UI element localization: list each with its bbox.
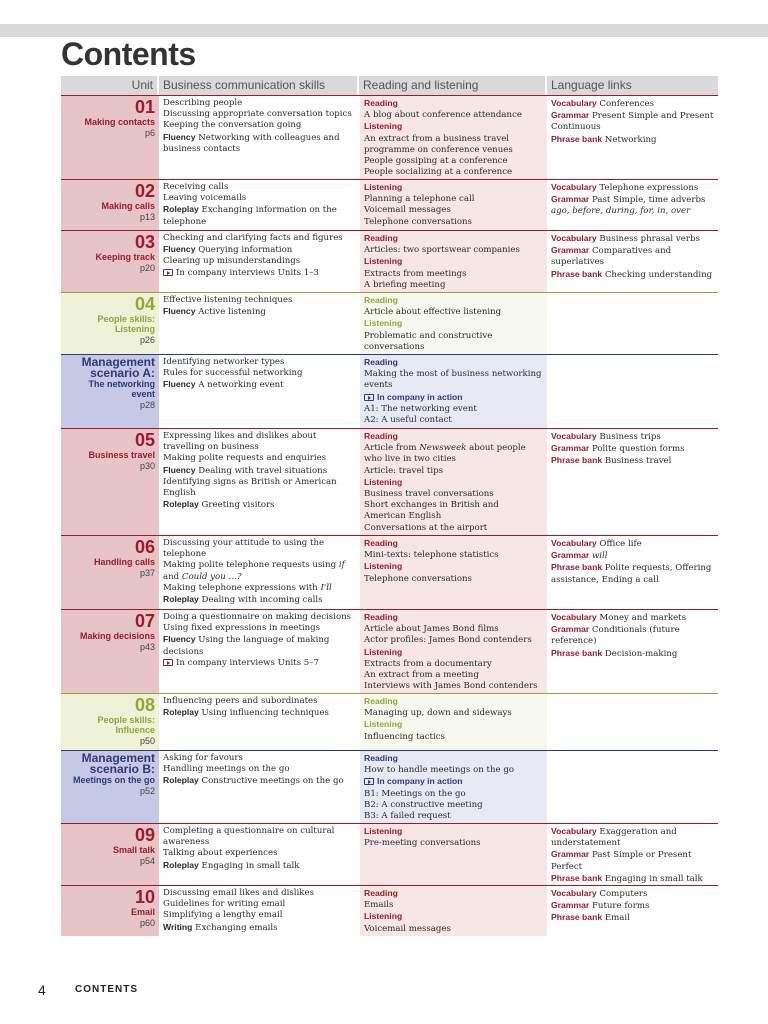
lang-cell xyxy=(547,231,718,292)
section-keyword: Listening xyxy=(364,318,403,329)
read-line: A briefing meeting xyxy=(364,279,446,290)
read-line xyxy=(364,233,543,245)
read-line xyxy=(364,295,543,307)
biz-line: Fluency Active listening xyxy=(163,306,266,318)
lang-line: Vocabulary Telephone expressions xyxy=(551,182,699,193)
biz-line: Keeping the conversation going xyxy=(163,120,302,131)
unit-page: p26 xyxy=(139,335,155,345)
unit-cell xyxy=(61,536,159,609)
unit-cell xyxy=(61,610,159,693)
unit-page: p20 xyxy=(139,263,155,273)
read-line xyxy=(364,318,543,330)
lang-line: Phrase bank Email xyxy=(551,912,630,924)
unit-number: 06 xyxy=(134,537,155,557)
biz-line: Describing people xyxy=(163,98,243,108)
keyword: Grammar xyxy=(551,245,590,256)
biz-cell xyxy=(159,536,359,609)
unit-name: People skills: Listening xyxy=(97,314,155,334)
unit-number: Management scenario A: xyxy=(81,355,155,380)
read-line xyxy=(364,647,543,659)
read-line: An extract from a business travel programme on conference venues xyxy=(364,133,513,155)
unit-number: 05 xyxy=(134,430,155,450)
lang-line: Vocabulary Conferences xyxy=(551,98,655,109)
read-line xyxy=(364,477,543,489)
read-line xyxy=(364,256,543,268)
lang-cell xyxy=(547,96,718,179)
lang-line: Grammar Comparatives and superlatives xyxy=(551,245,672,268)
section-keyword: Reading xyxy=(364,98,398,108)
biz-cell xyxy=(159,751,359,823)
page-title: Contents xyxy=(61,36,196,72)
unit-row xyxy=(61,823,718,885)
read-line: B2: A constructive meeting xyxy=(364,799,483,810)
section-keyword: Listening xyxy=(364,182,403,192)
lang-line: Grammar Polite question forms xyxy=(551,443,685,455)
read-cell xyxy=(359,355,547,428)
read-line xyxy=(364,612,543,624)
section-keyword: Listening xyxy=(364,561,403,572)
keyword: Grammar xyxy=(551,110,590,121)
lang-cell xyxy=(547,355,718,428)
unit-name: Business travel xyxy=(88,450,155,460)
read-line: Problematic and constructive conversations xyxy=(364,330,493,352)
unit-name: People skills: Influence xyxy=(97,715,155,735)
biz-cell xyxy=(159,429,359,535)
read-line: Managing up, down and sideways xyxy=(364,708,512,719)
biz-cell xyxy=(159,824,359,885)
read-cell xyxy=(359,610,547,693)
biz-line: Identifying signs as British or American English xyxy=(163,476,337,499)
keyword: Phrase bank xyxy=(551,872,603,883)
biz-line: Guidelines for writing email xyxy=(163,899,286,910)
header-reading-listening: Reading and listening xyxy=(359,76,547,95)
unit-row xyxy=(61,354,718,428)
unit-page: p50 xyxy=(139,736,155,746)
section-keyword: Reading xyxy=(364,295,398,305)
read-line: Article about effective listening xyxy=(364,307,502,318)
keyword: Fluency xyxy=(163,131,196,142)
read-line: A2: A useful contact xyxy=(364,415,452,426)
lang-line: Grammar Present Simple and Present Continuous xyxy=(551,110,714,133)
unit-cell xyxy=(61,96,159,179)
read-cell xyxy=(359,429,547,535)
lang-line: Grammar Conditionals (future reference) xyxy=(551,624,680,647)
video-icon xyxy=(364,778,374,785)
unit-row xyxy=(61,750,718,823)
keyword: Grammar xyxy=(551,900,590,911)
header-unit: Unit xyxy=(61,76,159,95)
read-line: B1: Meetings on the go xyxy=(364,788,466,799)
unit-number: 07 xyxy=(134,611,155,631)
biz-line: Writing Exchanging emails xyxy=(163,921,278,933)
read-line xyxy=(364,696,543,708)
lang-cell xyxy=(547,824,718,885)
read-line: Planning a telephone call xyxy=(364,194,475,205)
unit-cell xyxy=(61,429,159,535)
biz-line: Making telephone expressions with I'll xyxy=(163,582,332,593)
unit-page: p43 xyxy=(139,642,155,652)
read-line: Article from Newsweek about people who live in two cities xyxy=(364,443,526,465)
biz-line: Leaving voicemails xyxy=(163,193,247,204)
biz-line: Clearing up misunderstandings xyxy=(163,256,301,267)
section-keyword: Reading xyxy=(364,753,398,763)
section-keyword: Reading xyxy=(364,538,398,548)
lang-line: Vocabulary Exaggeration and understatement xyxy=(551,826,677,849)
video-icon xyxy=(163,659,173,666)
unit-number: 10 xyxy=(134,887,155,907)
section-keyword: Listening xyxy=(364,719,403,730)
read-line: Mini-texts: telephone statistics xyxy=(364,550,499,561)
unit-row xyxy=(61,609,718,693)
biz-line: Talking about experiences xyxy=(163,848,278,859)
read-line: Article: travel tips xyxy=(364,465,444,476)
lang-line: Vocabulary Business trips xyxy=(551,431,661,442)
lang-cell xyxy=(547,610,718,693)
read-line: Article about James Bond films xyxy=(364,624,499,635)
lang-line: Phrase bank Polite requests, Offering assistance, Ending a call xyxy=(551,562,712,585)
read-line xyxy=(364,538,543,550)
lang-line: Phrase bank Decision-making xyxy=(551,647,678,659)
keyword: Phrase bank xyxy=(551,562,603,573)
read-line xyxy=(364,392,543,404)
keyword: Vocabulary xyxy=(551,888,597,898)
unit-cell xyxy=(61,180,159,230)
read-cell xyxy=(359,293,547,354)
video-icon xyxy=(163,269,173,276)
unit-cell xyxy=(61,694,159,750)
keyword: Roleplay xyxy=(163,594,199,605)
unit-page: p52 xyxy=(139,786,155,796)
read-line: Telephone conversations xyxy=(364,216,472,227)
read-cell xyxy=(359,751,547,823)
read-cell xyxy=(359,180,547,230)
read-line: Articles: two sportswear companies xyxy=(364,245,520,256)
unit-cell xyxy=(61,824,159,885)
read-line xyxy=(364,826,543,838)
biz-line: Using fixed expressions in meetings xyxy=(163,623,321,634)
section-keyword: Reading xyxy=(364,357,398,367)
keyword: Phrase bank xyxy=(551,647,603,658)
biz-cell xyxy=(159,886,359,936)
section-keyword: Reading xyxy=(364,612,398,622)
keyword: Roleplay xyxy=(163,707,199,718)
unit-name: Meetings on the go xyxy=(73,775,155,785)
biz-line: Completing a questionnaire on cultural awareness xyxy=(163,826,335,848)
unit-page: p13 xyxy=(139,212,155,222)
lang-line: Vocabulary Money and markets xyxy=(551,612,687,623)
keyword: Fluency xyxy=(163,464,196,475)
unit-number: 01 xyxy=(134,97,155,117)
biz-line: Fluency Querying information xyxy=(163,244,293,256)
biz-line: Roleplay Engaging in small talk xyxy=(163,859,300,871)
biz-line: Discussing appropriate conversation topics xyxy=(163,109,352,120)
unit-cell xyxy=(61,355,159,428)
read-line xyxy=(364,431,543,443)
biz-line: Fluency Using the language of making decisions xyxy=(163,634,330,657)
table-header xyxy=(61,76,718,95)
section-keyword: Listening xyxy=(364,826,403,836)
keyword: Grammar xyxy=(551,550,590,561)
read-cell xyxy=(359,694,547,750)
read-line: Business travel conversations xyxy=(364,489,494,500)
read-line: People socializing at a conference xyxy=(364,167,513,178)
unit-row xyxy=(61,535,718,609)
unit-row xyxy=(61,693,718,750)
keyword: Vocabulary xyxy=(551,182,597,192)
read-line xyxy=(364,121,543,133)
unit-page: p6 xyxy=(144,128,155,138)
lang-cell xyxy=(547,180,718,230)
keyword: Roleplay xyxy=(163,775,199,786)
biz-line: Doing a questionnaire on making decisions xyxy=(163,612,352,622)
lang-cell xyxy=(547,293,718,354)
keyword: Phrase bank xyxy=(551,133,603,144)
read-cell xyxy=(359,824,547,885)
keyword: Roleplay xyxy=(163,499,199,510)
read-line xyxy=(364,182,543,194)
read-line: Pre-meeting conversations xyxy=(364,838,481,849)
read-cell xyxy=(359,96,547,179)
biz-line: Roleplay Using influencing techniques xyxy=(163,707,329,719)
keyword: Vocabulary xyxy=(551,431,597,441)
in-company-label: In company in action xyxy=(377,391,463,402)
section-keyword: Reading xyxy=(364,696,398,706)
lang-line: Grammar Past Simple or Present Perfect xyxy=(551,849,692,872)
in-company-label: In company in action xyxy=(377,776,463,787)
read-line xyxy=(364,776,543,788)
unit-page: p37 xyxy=(139,568,155,578)
read-line xyxy=(364,719,543,731)
biz-line: Fluency Dealing with travel situations xyxy=(163,464,328,476)
biz-line: Making polite requests and enquiries xyxy=(163,453,327,464)
keyword: Vocabulary xyxy=(551,612,597,622)
read-line xyxy=(364,561,543,573)
read-line xyxy=(364,753,543,765)
section-keyword: Listening xyxy=(364,476,403,487)
read-line: A1: The networking event xyxy=(364,403,477,414)
biz-line: Receiving calls xyxy=(163,182,229,192)
read-line: Actor profiles: James Bond contenders xyxy=(364,635,532,646)
keyword: Grammar xyxy=(551,443,590,454)
unit-row xyxy=(61,179,718,230)
section-keyword: Listening xyxy=(364,256,403,267)
lang-line: Phrase bank Engaging in small talk xyxy=(551,872,703,884)
biz-line: Influencing peers and subordinates xyxy=(163,696,318,706)
table-body xyxy=(61,95,718,936)
section-keyword: Listening xyxy=(364,911,403,922)
section-keyword: Reading xyxy=(364,431,398,441)
unit-name: Email xyxy=(130,907,155,917)
keyword: Fluency xyxy=(163,634,196,645)
unit-number: Management scenario B: xyxy=(81,751,155,776)
read-cell xyxy=(359,231,547,292)
unit-cell xyxy=(61,231,159,292)
lang-cell xyxy=(547,536,718,609)
read-line: Short exchanges in British and American English xyxy=(364,500,499,522)
keyword: Fluency xyxy=(163,244,196,255)
unit-name: Handling calls xyxy=(93,557,155,567)
read-line: Extracts from a documentary xyxy=(364,658,492,669)
keyword: Phrase bank xyxy=(551,268,603,279)
read-line: Extracts from meetings xyxy=(364,268,467,279)
lang-line: Phrase bank Checking understanding xyxy=(551,268,713,280)
biz-line: Roleplay Greeting visitors xyxy=(163,499,275,511)
unit-row xyxy=(61,428,718,535)
unit-cell xyxy=(61,751,159,823)
biz-line: Discussing email likes and dislikes xyxy=(163,888,315,898)
read-line xyxy=(364,888,543,900)
unit-page: p60 xyxy=(139,918,155,928)
keyword: Grammar xyxy=(551,849,590,860)
unit-number: 02 xyxy=(134,181,155,201)
biz-line: Simplifying a lengthy email xyxy=(163,910,283,921)
unit-name: Small talk xyxy=(112,845,155,855)
unit-row xyxy=(61,292,718,354)
unit-name: Making contacts xyxy=(84,117,155,127)
biz-line: Checking and clarifying facts and figures xyxy=(163,233,343,243)
unit-cell xyxy=(61,293,159,354)
footer-page-number: 4 xyxy=(38,982,46,998)
keyword: Vocabulary xyxy=(551,538,597,548)
unit-page: p30 xyxy=(139,461,155,471)
biz-line: Rules for successful networking xyxy=(163,368,303,379)
biz-line: In company interviews Units 5–7 xyxy=(163,658,355,669)
unit-row xyxy=(61,95,718,179)
biz-line: Roleplay Dealing with incoming calls xyxy=(163,594,323,606)
lang-cell xyxy=(547,886,718,936)
lang-line: ago, before, during, for, in, over xyxy=(551,206,691,217)
read-line: B3: A failed request xyxy=(364,811,451,822)
biz-cell xyxy=(159,231,359,292)
biz-line: Asking for favours xyxy=(163,753,243,763)
keyword: Fluency xyxy=(163,306,196,317)
keyword: Writing xyxy=(163,921,193,932)
unit-name: Making decisions xyxy=(79,631,155,641)
biz-line: Expressing likes and dislikes about travelling on business xyxy=(163,431,317,453)
read-line xyxy=(364,911,543,923)
read-line: Interviews with James Bond contenders xyxy=(364,681,538,692)
read-line: Telephone conversations xyxy=(364,573,472,584)
unit-name: The networking event xyxy=(88,379,155,399)
lang-line: Phrase bank Networking xyxy=(551,133,657,145)
read-line: Voicemail messages xyxy=(364,205,451,216)
biz-cell xyxy=(159,96,359,179)
lang-cell xyxy=(547,429,718,535)
lang-line: Vocabulary Business phrasal verbs xyxy=(551,233,700,244)
unit-page: p28 xyxy=(139,400,155,410)
read-line: An extract from a meeting xyxy=(364,670,479,681)
read-line: Conversations at the airport xyxy=(364,522,488,533)
biz-line: Handling meetings on the go xyxy=(163,764,290,775)
section-keyword: Listening xyxy=(364,121,403,132)
read-cell xyxy=(359,536,547,609)
biz-line: Roleplay Constructive meetings on the go xyxy=(163,775,344,787)
lang-line: Vocabulary Computers xyxy=(551,888,648,899)
keyword: Grammar xyxy=(551,624,590,635)
biz-line: Fluency Networking with colleagues and business contacts xyxy=(163,131,340,154)
keyword: Vocabulary xyxy=(551,826,597,836)
biz-cell xyxy=(159,694,359,750)
lang-line: Phrase bank Business travel xyxy=(551,455,672,467)
keyword: Vocabulary xyxy=(551,98,597,108)
biz-line: In company interviews Units 1–3 xyxy=(163,268,355,279)
read-line: Emails xyxy=(364,900,394,911)
biz-cell xyxy=(159,610,359,693)
unit-name: Making calls xyxy=(101,201,155,211)
lang-line: Vocabulary Office life xyxy=(551,538,642,549)
read-cell xyxy=(359,886,547,936)
keyword: Phrase bank xyxy=(551,455,603,466)
biz-line: Effective listening techniques xyxy=(163,295,293,305)
lang-cell xyxy=(547,751,718,823)
section-keyword: Reading xyxy=(364,888,398,898)
keyword: Grammar xyxy=(551,194,590,205)
keyword: Phrase bank xyxy=(551,912,603,923)
read-line: Making the most of business networking events xyxy=(364,369,542,391)
read-line: Voicemail messages xyxy=(364,923,451,934)
unit-number: 03 xyxy=(134,232,155,252)
header-language-links: Language links xyxy=(551,78,632,92)
contents-table xyxy=(61,76,718,936)
unit-row xyxy=(61,230,718,292)
biz-line: Identifying networker types xyxy=(163,357,285,367)
lang-line: Grammar Future forms xyxy=(551,900,650,912)
unit-row xyxy=(61,885,718,936)
lang-cell xyxy=(547,694,718,750)
biz-line: Discussing your attitude to using the telephone xyxy=(163,538,325,560)
read-line xyxy=(364,357,543,369)
section-keyword: Reading xyxy=(364,233,398,243)
unit-number: 04 xyxy=(134,294,155,314)
read-line: Influencing tactics xyxy=(364,731,445,742)
biz-cell xyxy=(159,180,359,230)
read-line: People gossiping at a conference xyxy=(364,156,508,167)
lang-line: Grammar Past Simple, time adverbs xyxy=(551,194,706,206)
read-line xyxy=(364,98,543,110)
biz-line: Making polite telephone requests using if and Could you …? xyxy=(163,560,345,582)
lang-line: Grammar will xyxy=(551,550,608,562)
keyword: Roleplay xyxy=(163,859,199,870)
biz-line: Roleplay Exchanging information on the telephone xyxy=(163,204,337,227)
unit-name: Keeping track xyxy=(95,252,155,262)
biz-cell xyxy=(159,355,359,428)
read-line: A blog about conference attendance xyxy=(364,110,522,121)
unit-number: 09 xyxy=(134,825,155,845)
unit-cell xyxy=(61,886,159,936)
video-icon xyxy=(364,394,374,401)
unit-number: 08 xyxy=(134,695,155,715)
biz-line: Fluency A networking event xyxy=(163,379,284,391)
header-business-skills: Business communication skills xyxy=(159,76,359,95)
section-keyword: Listening xyxy=(364,646,403,657)
keyword: Vocabulary xyxy=(551,233,597,243)
keyword: Roleplay xyxy=(163,204,199,215)
biz-cell xyxy=(159,293,359,354)
footer-label: CONTENTS xyxy=(75,984,138,995)
read-line: How to handle meetings on the go xyxy=(364,765,514,776)
unit-page: p54 xyxy=(139,856,155,866)
keyword: Fluency xyxy=(163,379,196,390)
